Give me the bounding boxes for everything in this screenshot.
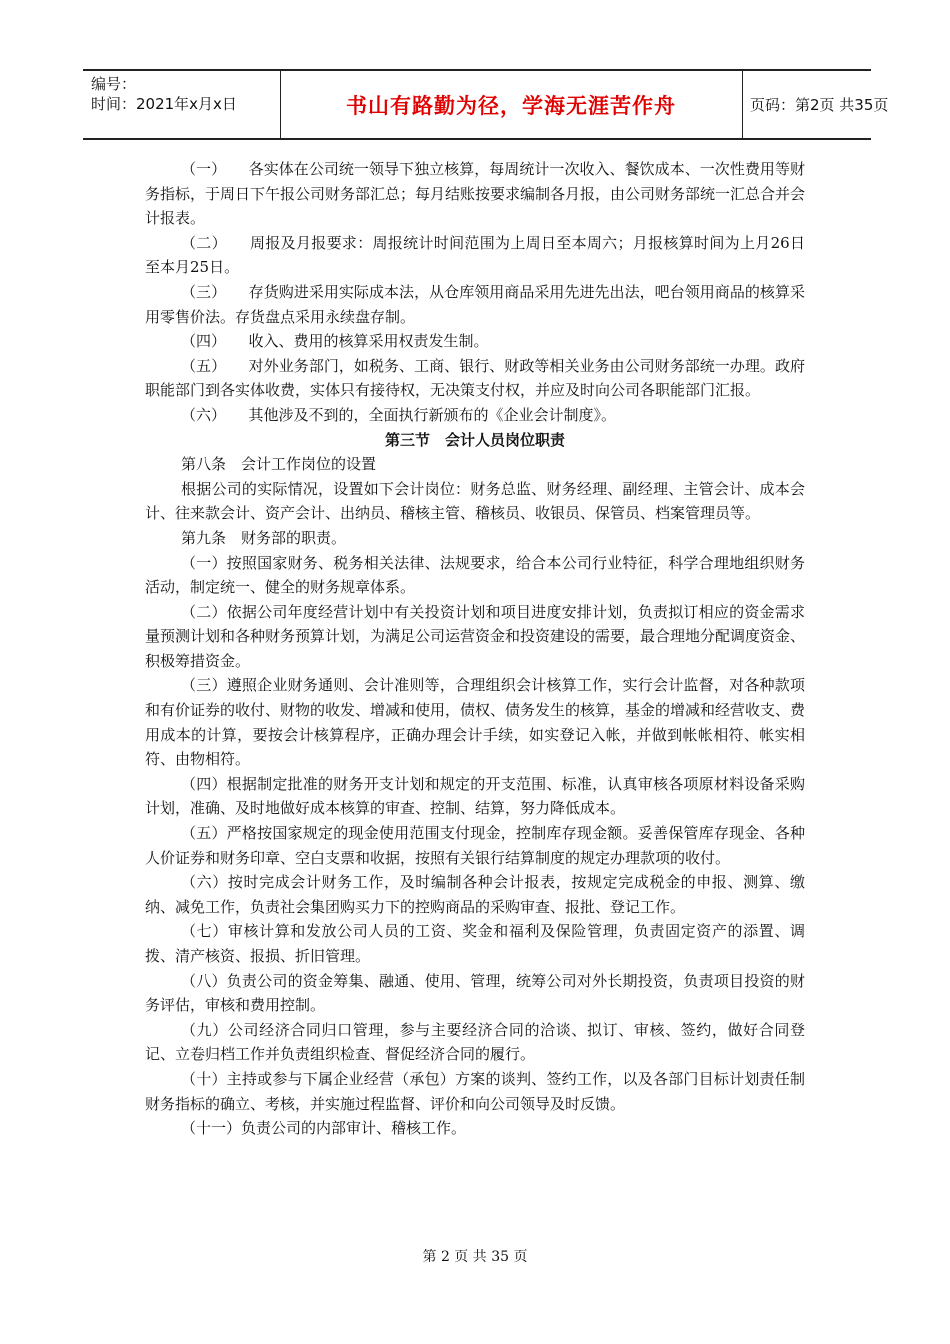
paragraph: （八）负责公司的资金筹集、融通、使用、管理，统筹公司对外长期投资，负责项目投资的财务评估，审核和费用控制。 (145, 971, 805, 1015)
paragraph: （五）严格按国家规定的现金使用范围支付现金，控制库存现金额。妥善保管库存现金、各种人价证券和财务印章、空白支票和收据，按照有关银行结算制度的规定办理款项的收付。 (145, 824, 805, 867)
document-number-label: 编号： (91, 75, 137, 93)
paragraph: （一） 各实体在公司统一领导下独立核算，每周统计一次收入、餐饮成本、一次性费用等财务指标，于周日下午报公司财务部汇总；每月结账按要求编制各月报，由公司财务部统一汇总合并会计报表。 (145, 160, 806, 228)
paragraph: （十）主持或参与下属企业经营（承包）方案的谈判、签约工作，以及各部门目标计划责任制财务指标的确立、考核，并实施过程监督、评价和向公司领导及时反馈。 (145, 1069, 805, 1113)
page-header (83, 69, 889, 140)
paragraph: （一）按照国家财务、税务相关法律、法规要求，给合本公司行业特征，科学合理地组织财务活动，制定统一、健全的财务规章体系。 (145, 553, 805, 597)
section-heading: 第三节 会计人员岗位职责 (384, 430, 565, 449)
paragraph: （二） 周报及月报要求：周报统计时间范围为上周日至本周六；月报核算时间为上月26日至本月25日。 (145, 233, 805, 277)
article-heading: 第八条 会计工作岗位的设置 (181, 455, 377, 474)
paragraph: （九）公司经济合同归口管理，参与主要经济合同的洽谈、拟订、审核、签约，做好合同登记、立卷归档工作并负责组织检查、督促经济合同的履行。 (145, 1020, 805, 1064)
paragraph: （三） 存货购进采用实际成本法，从仓库领用商品采用先进先出法，吧台领用商品的核算采用零售价法。存货盘点采用永续盘存制。 (145, 282, 805, 326)
paragraph: 根据公司的实际情况，设置如下会计岗位：财务总监、财务经理、副经理、主管会计、成本会计、往来款会计、资产会计、出纳员、稽核主管、稽核员、收银员、保管员、档案管理员等。 (145, 479, 805, 523)
header-meta-cell (83, 71, 281, 138)
paragraph: （三）遵照企业财务通则、会计准则等，合理组织会计核算工作，实行会计监督，对各种款项和有价证券的收付、财物的收发、增减和使用，债权、债务发生的核算，基金的增减和经营收支、费用成本的计算，要按会计核算程序，正确办理会计手续，如实登记入帐，并做到帐帐相符、帐实相符、由物相符。 (145, 676, 806, 769)
paragraph: （四） 收入、费用的核算采用权责发生制。 (181, 332, 489, 351)
paragraph: （六） 其他涉及不到的，全面执行新颁布的《企业会计制度》。 (181, 405, 617, 424)
paragraph: （六）按时完成会计财务工作，及时编制各种会计报表，按规定完成税金的申报、测算、缴纳、减免工作，负责社会集团购买力下的控购商品的采购审查、报批、登记工作。 (145, 873, 805, 916)
paragraph: （四）根据制定批准的财务开支计划和规定的开支范围、标准，认真审核各项原材料设备采购计划，准确、及时地做好成本核算的审查、控制、结算，努力降低成本。 (145, 774, 805, 818)
page-footer: 第 2 页 共 35 页 (422, 1249, 528, 1265)
article-heading: 第九条 财务部的职责。 (181, 528, 347, 547)
document-body (145, 157, 805, 1141)
header-page-indicator: 页码：第2页 共35页 (750, 96, 889, 114)
paragraph: （七）审核计算和发放公司人员的工资、奖金和福利及保险管理，负责固定资产的添置、调拨、清产核资、报损、折旧管理。 (145, 922, 805, 965)
paragraph: （五） 对外业务部门，如税务、工商、银行、财政等相关业务由公司财务部统一办理。政府职能部门到各实体收费，实体只有接待权，无决策支付权，并应及时向公司各职能部门汇报。 (145, 356, 805, 400)
paragraph: （二）依据公司年度经营计划中有关投资计划和项目进度安排计划，负责拟订相应的资金需求量预测计划和各种财务预算计划，为满足公司运营资金和投资建设的需要，最合理地分配调度资金、积极筹措资金。 (145, 602, 806, 670)
header-motto: 书山有路勤为径，学海无涯苦作舟 (280, 71, 743, 138)
document-date-label: 时间：2021年x月x日 (91, 95, 237, 113)
paragraph: （十一）负责公司的内部审计、稽核工作。 (181, 1119, 467, 1138)
